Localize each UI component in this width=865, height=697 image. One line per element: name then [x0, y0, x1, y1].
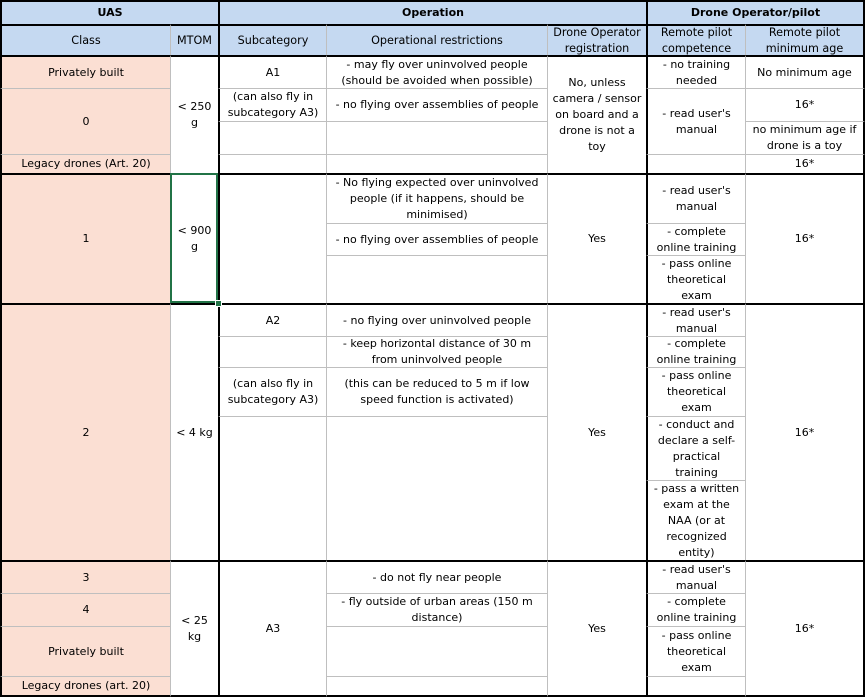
registration-class-1[interactable] — [547, 173, 646, 303]
restriction-a1-2-text: - no flying over assemblies of people — [335, 98, 539, 111]
class-privately-built[interactable] — [0, 55, 170, 88]
competence-c1-3-text: - pass online theoretical exam — [661, 256, 732, 302]
header-operator-pilot-text: Drone Operator/pilot — [690, 6, 821, 19]
competence-a1-2[interactable] — [646, 88, 745, 154]
min-age-class-0-toy-text: no minimum age if drone is a toy — [752, 123, 857, 152]
competence-a3-1-text: - read user's manual — [662, 562, 731, 592]
empty-cell[interactable] — [326, 626, 547, 676]
class-3[interactable] — [0, 560, 170, 593]
mtom-class-1[interactable] — [170, 173, 218, 303]
competence-c2-3[interactable] — [646, 367, 745, 416]
competence-c1-3[interactable] — [646, 255, 745, 303]
competence-c2-5[interactable] — [646, 480, 745, 560]
min-age-privately-built[interactable] — [745, 55, 865, 88]
header-pilot-min-age-text: Remote pilot minimum age — [765, 25, 844, 55]
subcategory-a1[interactable] — [218, 55, 326, 88]
class-2[interactable] — [0, 303, 170, 560]
restriction-a2-1-text: - no flying over uninvolved people — [343, 313, 531, 327]
subcategory-a2[interactable] — [218, 303, 326, 336]
class-0[interactable] — [0, 88, 170, 154]
empty-cell[interactable] — [218, 173, 326, 303]
registration-a3[interactable] — [547, 560, 646, 697]
registration-a1-text: No, unless camera / sensor on board and a drone is not a toy — [552, 76, 642, 153]
restriction-a2-1[interactable] — [326, 303, 547, 336]
min-age-class-0-toy[interactable] — [745, 121, 865, 154]
competence-c2-1[interactable] — [646, 303, 745, 336]
competence-c1-2-text: - complete online training — [656, 224, 737, 254]
header-mtom[interactable] — [170, 24, 218, 55]
header-operation-text: Operation — [402, 6, 464, 19]
restriction-a3-1[interactable] — [326, 560, 547, 593]
restriction-a2-3-text: (this can be reduced to 5 m if low speed function is activated) — [344, 377, 530, 406]
competence-a1-1-text: - no training needed — [662, 57, 731, 87]
competence-a3-1[interactable] — [646, 560, 745, 593]
competence-a3-3[interactable] — [646, 626, 745, 676]
competence-c2-4-text: - conduct and declare a self-practical training — [657, 417, 736, 479]
empty-cell[interactable] — [326, 255, 547, 303]
restriction-a2-3[interactable] — [326, 367, 547, 416]
header-class-text: Class — [71, 33, 101, 47]
subcategory-a1-note[interactable] — [218, 88, 326, 121]
class-3-text: 3 — [82, 570, 90, 584]
header-operational-restrictions[interactable] — [326, 24, 547, 55]
mtom-class-2[interactable] — [170, 303, 218, 560]
subcategory-a2-note-text: (can also fly in subcategory A3) — [227, 377, 319, 406]
empty-cell[interactable] — [218, 154, 326, 173]
header-subcategory-text: Subcategory — [237, 33, 309, 47]
mtom-class-2-text: < 4 kg — [176, 425, 213, 439]
subcategory-a2-note[interactable] — [218, 367, 326, 416]
header-uas[interactable] — [0, 0, 218, 24]
min-age-legacy[interactable] — [745, 154, 865, 173]
class-1[interactable] — [0, 173, 170, 303]
mtom-class-1-text: < 900 g — [177, 224, 212, 253]
header-operational-restrictions-text: Operational restrictions — [371, 33, 503, 47]
restriction-a3-1-text: - do not fly near people — [372, 570, 502, 584]
header-subcategory[interactable] — [218, 24, 326, 55]
empty-cell[interactable] — [218, 336, 326, 367]
empty-cell[interactable] — [218, 121, 326, 154]
empty-cell[interactable] — [646, 154, 745, 173]
class-legacy-drones[interactable] — [0, 154, 170, 173]
header-class[interactable] — [0, 24, 170, 55]
mtom-a1-text: < 250 g — [177, 100, 212, 129]
competence-c2-1-text: - read user's manual — [662, 305, 731, 335]
competence-a1-1[interactable] — [646, 55, 745, 88]
restriction-a1-2[interactable] — [326, 88, 547, 121]
header-operation[interactable] — [218, 0, 646, 24]
min-age-legacy-text: 16* — [794, 157, 815, 170]
restriction-a1-1[interactable] — [326, 55, 547, 88]
competence-c1-1-text: - read user's manual — [662, 184, 731, 213]
competence-c2-3-text: - pass online theoretical exam — [661, 369, 732, 414]
restriction-a2-2[interactable] — [326, 336, 547, 367]
min-age-a3-text: 16* — [794, 621, 815, 635]
competence-c2-2[interactable] — [646, 336, 745, 367]
mtom-a3-text: < 25 kg — [181, 613, 208, 643]
restriction-c1-1-text: - No flying expected over uninvolved people (if it happens, should be minimised) — [335, 176, 539, 221]
mtom-a3[interactable] — [170, 560, 218, 697]
competence-a1-2-text: - read user's manual — [662, 106, 731, 136]
mtom-a1[interactable] — [170, 55, 218, 173]
header-operator-registration-text: Drone Operator registration — [553, 25, 641, 55]
class-2-text: 2 — [82, 425, 90, 439]
competence-c1-2[interactable] — [646, 223, 745, 255]
restriction-a3-2[interactable] — [326, 593, 547, 626]
empty-cell[interactable] — [326, 154, 547, 173]
min-age-a3[interactable] — [745, 560, 865, 697]
class-4[interactable] — [0, 593, 170, 626]
class-privately-built-a3[interactable] — [0, 626, 170, 676]
class-legacy-drones-a3-text: Legacy drones (art. 20) — [21, 679, 151, 692]
header-operator-pilot[interactable] — [646, 0, 865, 24]
selection-fill-handle[interactable] — [215, 300, 222, 307]
header-uas-text: UAS — [97, 6, 123, 19]
registration-class-2-text: Yes — [588, 425, 606, 439]
restriction-a2-2-text: - keep horizontal distance of 30 m from uninvolved people — [342, 337, 532, 366]
class-legacy-drones-a3[interactable] — [0, 676, 170, 697]
restriction-a1-1-text: - may fly over uninvolved people (should be avoided when possible) — [341, 57, 533, 87]
header-pilot-competence[interactable] — [646, 24, 745, 55]
class-privately-built-text: Privately built — [48, 65, 124, 79]
subcategory-a1-text: A1 — [265, 65, 281, 79]
class-legacy-drones-text: Legacy drones (Art. 20) — [21, 157, 151, 170]
min-age-class-2[interactable] — [745, 303, 865, 560]
subcategory-a2-text: A2 — [265, 313, 281, 327]
competence-a3-2[interactable] — [646, 593, 745, 626]
registration-class-1-text: Yes — [588, 232, 606, 245]
class-1-text: 1 — [82, 232, 90, 245]
registration-class-2[interactable] — [547, 303, 646, 560]
min-age-class-1-text: 16* — [794, 232, 815, 245]
empty-cell[interactable] — [218, 416, 326, 560]
class-4-text: 4 — [82, 603, 90, 616]
restriction-c1-1[interactable] — [326, 173, 547, 223]
competence-c1-1[interactable] — [646, 173, 745, 223]
subcategory-a1-note-text: (can also fly in subcategory A3) — [227, 90, 319, 119]
min-age-class-1[interactable] — [745, 173, 865, 303]
empty-cell[interactable] — [646, 676, 745, 697]
empty-cell[interactable] — [326, 121, 547, 154]
min-age-class-0[interactable] — [745, 88, 865, 121]
header-pilot-min-age[interactable] — [745, 24, 865, 55]
competence-c2-5-text: - pass a written exam at the NAA (or at recognized entity) — [653, 481, 740, 559]
competence-a3-3-text: - pass online theoretical exam — [661, 628, 732, 674]
header-mtom-text: MTOM — [177, 33, 212, 47]
restriction-c1-2-text: - no flying over assemblies of people — [335, 232, 539, 246]
restriction-c1-2[interactable] — [326, 223, 547, 255]
registration-a3-text: Yes — [588, 621, 606, 635]
min-age-class-0-text: 16* — [794, 98, 815, 111]
registration-a1[interactable] — [547, 55, 646, 173]
empty-cell[interactable] — [326, 676, 547, 697]
restriction-a3-2-text: - fly outside of urban areas (150 m distance) — [341, 595, 533, 624]
min-age-privately-built-text: No minimum age — [757, 65, 852, 79]
subcategory-a3-text: A3 — [265, 621, 281, 635]
competence-c2-2-text: - complete online training — [656, 337, 737, 366]
header-pilot-competence-text: Remote pilot competence — [660, 25, 733, 55]
class-0-text: 0 — [82, 114, 90, 128]
min-age-class-2-text: 16* — [794, 425, 815, 439]
class-privately-built-a3-text: Privately built — [48, 644, 124, 658]
subcategory-a3[interactable] — [218, 560, 326, 697]
competence-c2-4[interactable] — [646, 416, 745, 480]
competence-a3-2-text: - complete online training — [656, 595, 737, 624]
empty-cell[interactable] — [326, 416, 547, 560]
header-operator-registration[interactable] — [547, 24, 646, 55]
